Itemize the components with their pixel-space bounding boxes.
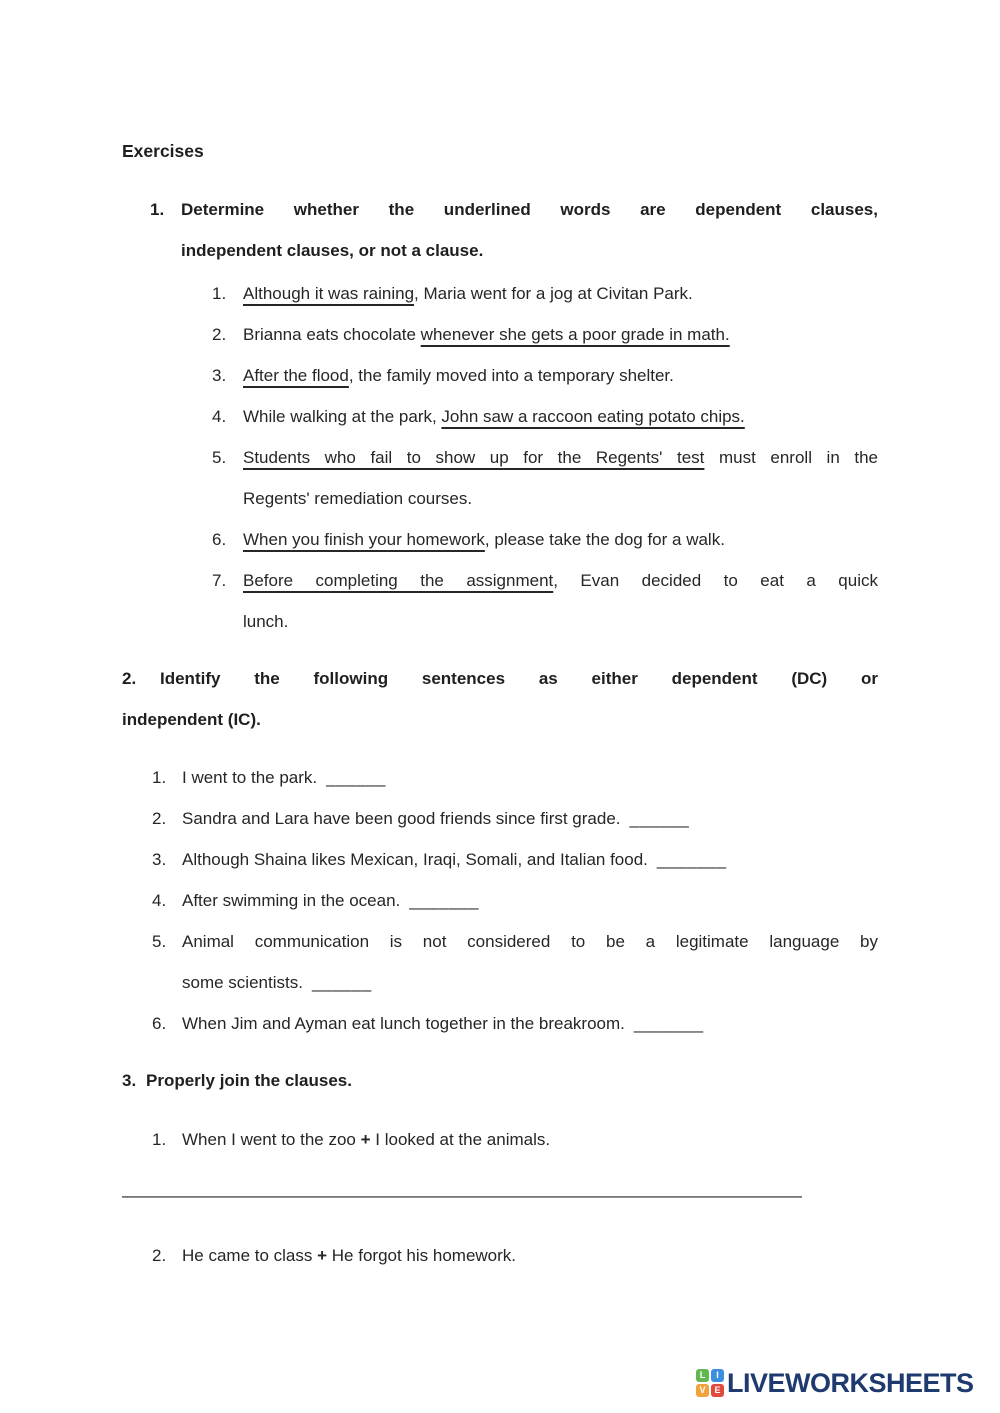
section2-heading xyxy=(122,658,878,740)
item-number: 4. xyxy=(152,891,167,910)
list-item xyxy=(212,519,878,560)
underlined-text: After the flood xyxy=(243,366,349,385)
section3-heading xyxy=(122,1060,878,1101)
answer-blank: _______ xyxy=(633,1014,704,1033)
item-line xyxy=(212,273,878,314)
item-number: 1. xyxy=(152,1130,167,1149)
item-text: , the family moved into a temporary shelter. xyxy=(348,366,674,385)
item-line xyxy=(212,519,878,560)
liveworksheets-logo-icon xyxy=(696,1369,724,1397)
section2-heading-line2: independent (IC). xyxy=(122,710,261,729)
list-item xyxy=(212,355,878,396)
underlined-text: John saw a raccoon eating potato chips. xyxy=(441,407,745,426)
item-text: , Maria went for a jog at Civitan Park. xyxy=(414,284,693,303)
item-line2: Regents' remediation courses. xyxy=(243,489,473,508)
item-line xyxy=(152,880,878,921)
section2-number: 2. xyxy=(122,669,137,688)
logo-letter-l: L xyxy=(696,1369,709,1382)
item-number: 6. xyxy=(152,1014,167,1033)
item-text: I went to the park. xyxy=(182,768,318,787)
answer-blank: _______ xyxy=(409,891,479,910)
liveworksheets-logo[interactable] xyxy=(696,1369,974,1397)
item-line xyxy=(212,437,878,478)
underlined-text: When you finish your homework xyxy=(243,530,485,549)
item-text: must enroll in the xyxy=(704,448,878,467)
item-line xyxy=(212,314,878,355)
list-item xyxy=(212,273,878,314)
worksheet-page xyxy=(122,141,878,1276)
item-line xyxy=(152,839,878,880)
logo-letter-i: I xyxy=(711,1369,724,1382)
item-text: After swimming in the ocean. xyxy=(182,891,401,910)
underlined-text: Students who fail to show up for the Regents' test xyxy=(243,448,705,467)
item-line xyxy=(152,921,878,962)
underlined-text: Before completing the assignment xyxy=(243,571,554,590)
section3-heading-line xyxy=(122,1060,878,1101)
item-text: , please take the dog for a walk. xyxy=(484,530,725,549)
list-item xyxy=(212,560,878,642)
item-number: 5. xyxy=(212,448,227,467)
section3-number: 3. xyxy=(122,1071,137,1090)
list-item xyxy=(152,921,878,1003)
list-item xyxy=(152,880,878,921)
item-number: 1. xyxy=(152,768,167,787)
item-line xyxy=(152,1119,878,1160)
item-number: 7. xyxy=(212,571,227,590)
section2-heading-line1 xyxy=(122,658,878,699)
item-line xyxy=(212,560,878,601)
list-item xyxy=(212,314,878,355)
item-line xyxy=(152,1235,878,1276)
item-number: 6. xyxy=(212,530,227,549)
section1-heading xyxy=(150,189,878,271)
underlined-text: Although it was raining xyxy=(243,284,415,303)
section3-heading-text: Properly join the clauses. xyxy=(146,1071,352,1090)
item-number: 1. xyxy=(212,284,227,303)
liveworksheets-brand-text: LIVEWORKSHEETS xyxy=(727,1368,974,1398)
section2-list xyxy=(122,757,878,1044)
section2-heading-text: Identify the following sentences as either dependent (DC) or xyxy=(160,669,878,688)
list-item xyxy=(152,1119,878,1160)
item-text: some scientists. xyxy=(182,973,303,992)
section1-heading-line2: independent clauses, or not a clause. xyxy=(181,241,484,260)
answer-blank: ______ xyxy=(311,973,372,992)
answer-blank: ______ xyxy=(629,809,690,828)
item-text: I looked at the animals. xyxy=(370,1130,551,1149)
section1-number: 1. xyxy=(150,200,165,219)
item-line2: lunch. xyxy=(243,612,289,631)
section1-heading-text: Determine whether the underlined words are dependent clauses, xyxy=(181,200,878,219)
item-number: 2. xyxy=(152,809,167,828)
list-item xyxy=(152,1235,878,1276)
list-item xyxy=(152,757,878,798)
item-text: Although Shaina likes Mexican, Iraqi, Somali, and Italian food. xyxy=(182,850,648,869)
item-text: Brianna eats chocolate xyxy=(243,325,421,344)
logo-letter-v: V xyxy=(696,1384,709,1397)
plus-sign: + xyxy=(360,1130,371,1149)
answer-blank: _______ xyxy=(656,850,727,869)
answer-blank: ______ xyxy=(326,768,386,787)
item-text: He forgot his homework. xyxy=(327,1246,517,1265)
answer-line: ———————————————————————————————————————— xyxy=(122,1186,802,1205)
section3-list xyxy=(122,1119,878,1276)
item-text: , Evan decided to eat a quick xyxy=(553,571,878,590)
item-text: Animal communication is not considered to be a legitimate language by xyxy=(182,932,878,951)
page-title: Exercises xyxy=(122,141,204,161)
item-line xyxy=(152,1003,878,1044)
logo-letter-e: E xyxy=(711,1384,724,1397)
item-line xyxy=(212,396,878,437)
plus-sign: + xyxy=(317,1246,328,1265)
section1-list xyxy=(122,273,878,642)
item-number: 5. xyxy=(152,932,167,951)
list-item xyxy=(152,839,878,880)
list-item xyxy=(212,437,878,519)
item-number: 4. xyxy=(212,407,227,426)
list-item xyxy=(212,396,878,437)
item-line xyxy=(152,798,878,839)
item-text: Sandra and Lara have been good friends since first grade. xyxy=(182,809,621,828)
item-line xyxy=(212,355,878,396)
item-text: He came to class xyxy=(182,1246,318,1265)
list-item xyxy=(152,1003,878,1044)
item-text: When I went to the zoo xyxy=(182,1130,361,1149)
item-number: 3. xyxy=(212,366,227,385)
underlined-text: whenever she gets a poor grade in math. xyxy=(420,325,730,344)
item-line xyxy=(152,757,878,798)
section1-heading-line1 xyxy=(150,189,878,230)
item-text: While walking at the park, xyxy=(243,407,442,426)
item-line2 xyxy=(152,962,878,1003)
item-number: 3. xyxy=(152,850,167,869)
item-number: 2. xyxy=(212,325,227,344)
list-item xyxy=(152,798,878,839)
item-text: When Jim and Ayman eat lunch together in the breakroom. xyxy=(182,1014,625,1033)
item-number: 2. xyxy=(152,1246,167,1265)
